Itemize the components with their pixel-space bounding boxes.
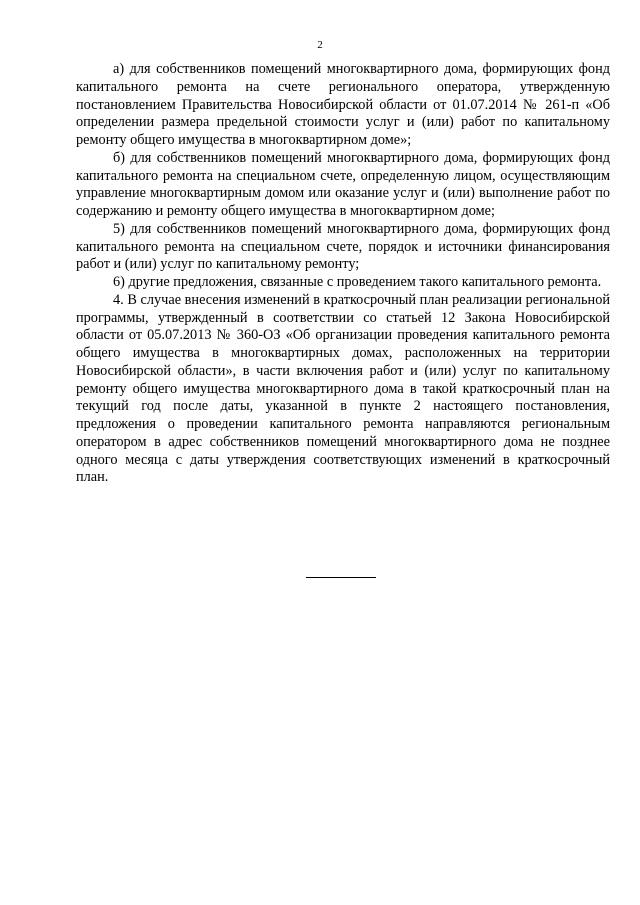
paragraph-item-a: а) для собственников помещений многоквартирного дома, формирующих фонд капитального ремонта на счете регионального оператора, утвержденную постановлением Правительства Новосибирской области от 01.07.2014 № 261-п «Об определении размера предельной стоимости услуг и (или) работ по капитальному ремонту общего имущества в многоквартирном доме»;: [76, 61, 610, 148]
document-body: [76, 61, 610, 487]
paragraph-item-b: б) для собственников помещений многоквартирного дома, формирующих фонд капитального ремонта на специальном счете, определенную лицом, осуществляющим управление многоквартирным домом или оказание услуг и (или) выполнение работ по содержанию и ремонту общего имущества в многоквартирном доме;: [76, 149, 610, 219]
paragraph-section-4: 4. В случае внесения изменений в краткосрочный план реализации региональной программы, утвержденный в соответствии со статьей 12 Закона Новосибирской области от 05.07.2013 № 360-ОЗ «Об организации проведения капитального ремонта общего имущества в многоквартирных домах, расположенных на территории Новосибирской области», в части включения работ и (или) услуг по капитальному ремонту общего имущества многоквартирного дома в такой краткосрочный план на текущий год после даты, указанной в пункте 2 настоящего постановления, предложения о проведении капитального ремонта направляются региональным оператором в адрес собственников помещений многоквартирного дома не позднее одного месяца с даты утверждения соответствующих изменений в краткосрочный план.: [76, 291, 610, 486]
page-number: 2: [317, 39, 323, 51]
paragraph-item-5: 5) для собственников помещений многоквартирного дома, формирующих фонд капитального ремонта на специальном счете, порядок и источники финансирования работ и (или) услуг по капитальному ремонту;: [76, 220, 610, 273]
closing-divider: [306, 577, 376, 578]
paragraph-item-6: 6) другие предложения, связанные с проведением такого капитального ремонта.: [113, 274, 602, 290]
